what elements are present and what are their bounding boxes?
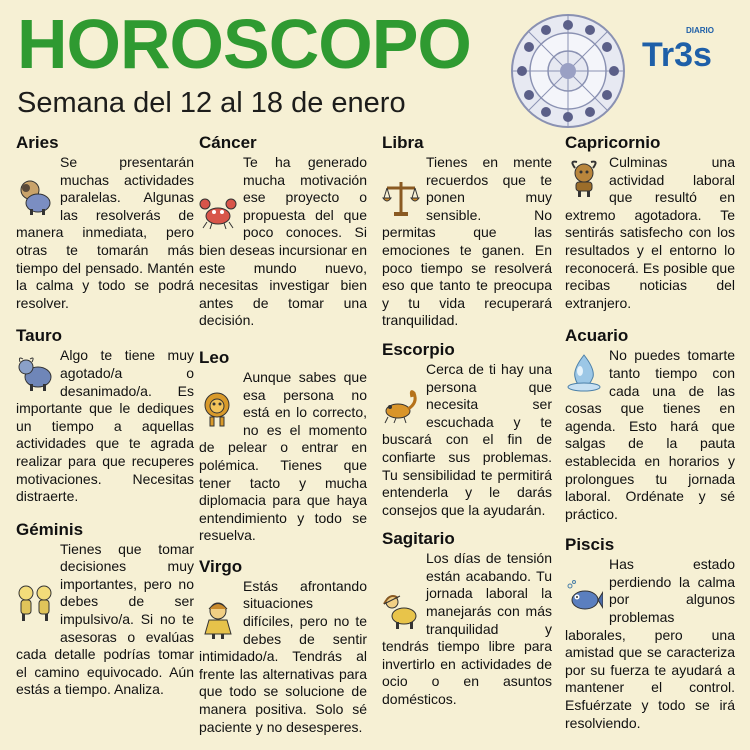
sign-text-libra: Tienes en mente recuerdos que te ponen muy sensible. No permitas que las emociones te ganen. En poco tiempo se resolverá eso que tanto te preocupa y tu vida recuperará tranquilidad. [382,154,552,329]
diario-tres-logo [636,22,724,74]
sign-text-escorpio: Cerca de ti hay una persona que necesita ser escuchada y te buscará con el fin de confiarte sus problemas. Tu sensibilidad te permitirá entenderla y le darás consejos que la ayudarán. [382,360,552,518]
logo-top-text: DIARIO [686,26,714,35]
sign-title-sagitario: Sagitario [382,529,455,549]
sign-title-tauro: Tauro [16,326,62,346]
sign-text-capricornio: Culminas una actividad laboral que resultó en extremo agotadora. Te sentirás satisfecho con los resultados y el entorno lo reconocerá. Es posible que recibas noticias del extranjero. [565,154,735,311]
column-4 [565,133,735,732]
sign-title-piscis: Piscis [565,535,615,555]
sign-piscis [565,535,735,732]
sign-title-geminis: Géminis [16,519,84,539]
sign-text-cancer: Te ha generado mucha motivación ese proyecto o propuesta del que poco conoces. Si bien deseas incursionar en este mundo nuevo, necesitas investigar bien antes de tomar una decisión. [199,154,367,329]
sign-capricornio [565,133,735,312]
sign-title-libra: Libra [382,133,424,152]
sign-escorpio [382,340,552,519]
sign-sagitario [382,529,552,708]
sign-title-capricornio: Capricornio [565,133,661,152]
sign-acuario [565,326,735,523]
sign-leo [199,348,367,545]
fish-icon [565,578,603,622]
sign-title-cancer: Cáncer [199,133,257,152]
column-2 [199,133,367,736]
sign-text-virgo: Estás afrontando situaciones difíciles, pero no te debes de sentir intimidado/a. Tendrás al frente las alternativas para que todo se solucione de manera positiva. Solo sé paciente y no desesperes. [199,577,367,735]
crab-icon [199,192,237,236]
sign-title-escorpio: Escorpio [382,339,455,359]
sign-cancer [199,133,367,330]
ram-icon [16,176,54,220]
scales-icon [382,178,420,222]
sign-text-sagitario: Los días de tensión están acabando. Tu jornada laboral la manejarás con más tranquilidad y tendrás tiempo libre para invertirlo en actividades de ocio o en asuntos domésticos. [382,550,552,708]
sign-text-geminis: Tienes que tomar decisiones muy importantes, pero no debes de ser impulsivo/a. Si no te asesoras o evalúas cada detalle podrías tomar el camino equivocado. Aún estás a tiempo. Analiza. [16,540,194,698]
sign-text-piscis: Has estado perdiendo la calma por algunos problemas laborales, pero una amistad que se caracteriza por su fuerza te ayudará a mantener el control. Esfuérzate y todo se irá resolviendo. [565,556,735,731]
scorpion-icon [382,385,420,429]
sign-tauro [16,326,194,505]
page-subtitle: Semana del 12 al 18 de enero [17,87,406,119]
sign-text-acuario: No puedes tomarte tanto tiempo con cada una de las cosas que tienes en agenda. Esto hará que salgas de la pauta establecida en horarios y prolongues tu jornada laboral. Ordénate y sé práctico. [565,347,735,522]
sign-title-aries: Aries [16,133,59,152]
sign-text-tauro: Algo te tiene muy agotado/a o desanimado/a. Es importante que le dediques un tiempo a aquellas actividades que te agrada realizar para que recuperes motivaciones. Necesitas distraerte. [16,347,194,505]
sign-aries [16,133,194,312]
zodiac-wheel-icon [510,13,626,129]
sign-libra [382,133,552,330]
maiden-icon [199,600,237,644]
twins-icon [16,583,54,627]
column-1 [16,133,194,699]
page-title: HOROSCOPO [17,5,471,83]
sign-title-virgo: Virgo [199,556,243,576]
column-3 [382,133,552,709]
water-icon [565,353,603,397]
logo-main-text: Tr3s [642,36,712,74]
lion-icon [199,389,237,433]
sign-title-acuario: Acuario [565,326,629,346]
archer-icon [382,590,420,634]
bull-icon [16,353,54,397]
sign-text-aries: Se presentarán muchas actividades paralelas. Algunas las resolverás de manera inmediata, pero otras te tomarán más tiempo del pensado. Mantén la calma y todo se podrá resolver. [16,154,194,311]
sign-text-leo: Aunque sabes que esa persona no está en lo correcto, no es el momento de pelear o entrar en polémica. Tienes que tener tacto y mucha diplomacia para que haya entendimiento y todo se resuelva. [199,368,367,544]
sign-title-leo: Leo [199,347,230,367]
sign-geminis [16,520,194,699]
sign-virgo [199,557,367,736]
goat-icon [565,158,603,202]
